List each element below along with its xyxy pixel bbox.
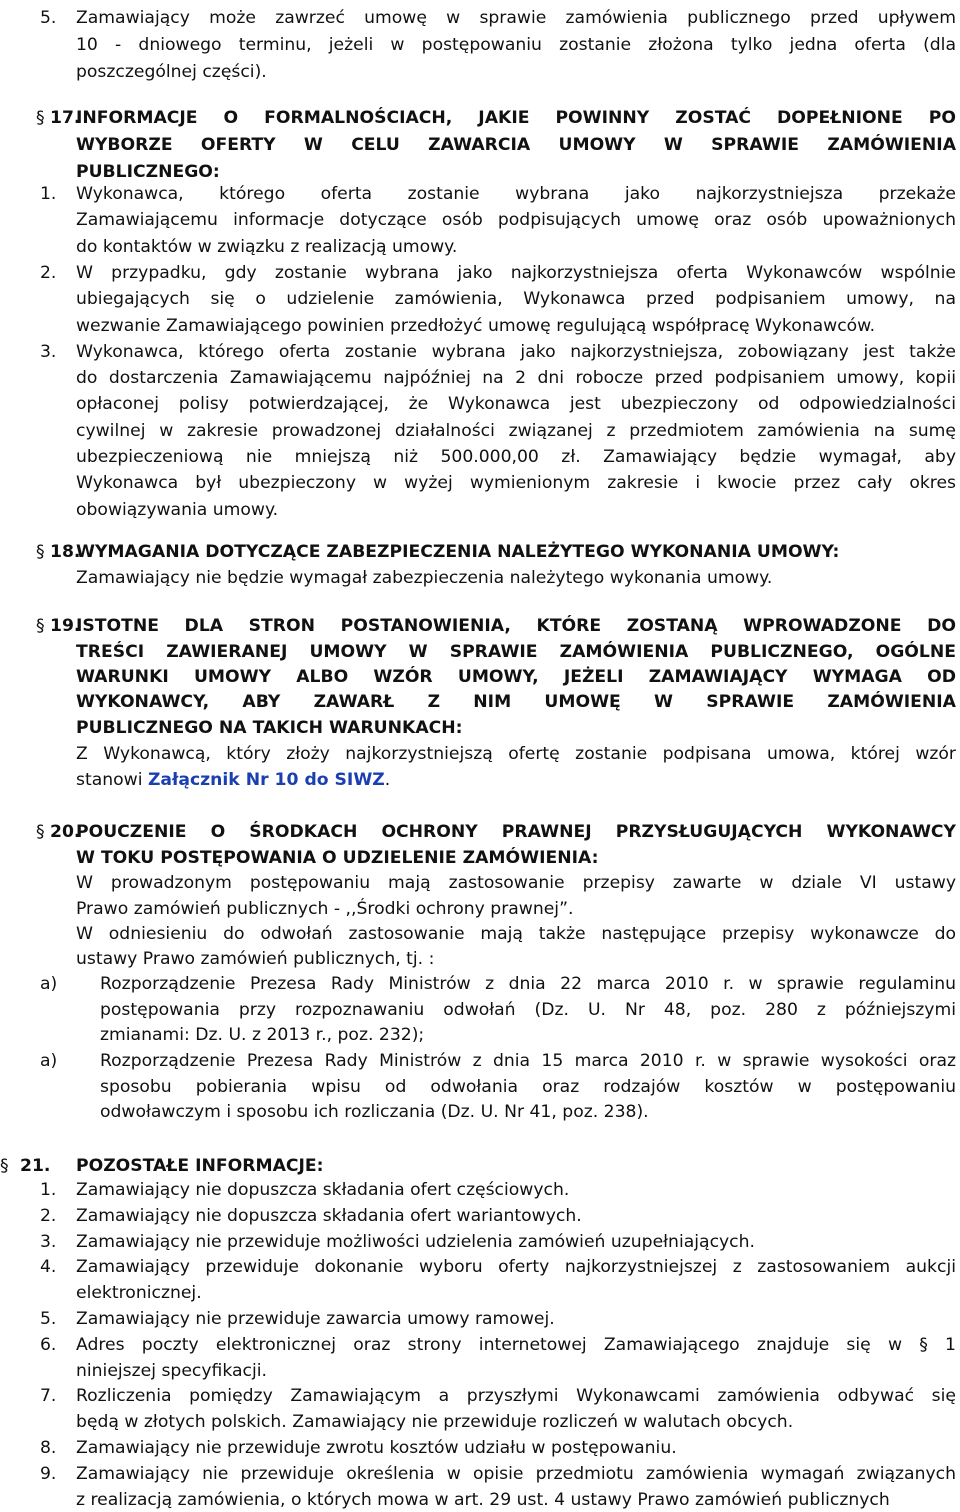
section-heading: PUBLICZNEGO NA TAKICH WARUNKACH: <box>76 718 463 738</box>
section-heading: PUBLICZNEGO: <box>76 162 220 182</box>
list-item-line: elektronicznej. <box>76 1283 202 1304</box>
section-heading: TREŚCI ZAWIERANEJ UMOWY W SPRAWIE ZAMÓWIENIA PUBLICZNEGO, OGÓLNE <box>76 642 956 662</box>
section-number: 17. <box>50 108 81 128</box>
list-item-line: będą w złotych polskich. Zamawiający nie przewiduje rozliczeń w walutach obcych. <box>76 1412 794 1433</box>
section-heading: WARUNKI UMOWY ALBO WZÓR UMOWY, JEŻELI ZAMAWIAJĄCY WYMAGA OD <box>76 667 956 687</box>
list-item-line: W przypadku, gdy zostanie wybrana jako najkorzystniejsza oferta Wykonawców wspólnie <box>76 262 956 283</box>
list-item-line: cywilnej w zakresie prowadzonej działalności związanej z przedmiotem zamówienia na sumę <box>76 420 956 441</box>
list-item-line: obowiązywania umowy. <box>76 499 279 520</box>
paragraph-line: W odniesieniu do odwołań zastosowanie mają także następujące przepisy wykonawcze do <box>76 924 956 944</box>
list-item-line: ubiegających się o udzielenie zamówienia, Wykonawca przed podpisaniem umowy, na <box>76 289 956 310</box>
list-item-line: wezwanie Zamawiającego powinien przedłożyć umowę regulującą współpracę Wykonawców. <box>76 315 876 336</box>
text: . <box>384 770 391 790</box>
list-item-line: do kontaktów w związku z realizacją umowy. <box>76 236 458 257</box>
item-number: 5. <box>40 8 57 28</box>
paragraph-line: 10 - dniowego terminu, jeżeli w postępowaniu zostanie złożona tylko jedna oferta (dla <box>76 35 956 55</box>
list-item-line: sposobu pobierania wpisu od odwołania oraz rodzajów kosztów w postępowaniu <box>100 1076 956 1097</box>
paragraph-line <box>76 768 390 792</box>
paragraph-line: Zamawiający może zawrzeć umowę w sprawie zamówienia publicznego przed upływem <box>76 8 956 28</box>
paragraph-line: poszczególnej części). <box>76 62 267 82</box>
section-number: 20. <box>50 822 81 842</box>
list-item-line: Zamawiający nie dopuszcza składania ofert wariantowych. <box>76 1205 582 1226</box>
list-item-number: 5. <box>40 1309 57 1329</box>
section-symbol: § <box>36 108 45 128</box>
section-heading: WYKONAWCY, ABY ZAWARŁ Z NIM UMOWĘ W SPRAWIE ZAMÓWIENIA <box>76 692 956 712</box>
list-item-line: Wykonawca, którego oferta zostanie wybrana jako najkorzystniejsza przekaże <box>76 184 956 204</box>
list-item-line: Rozporządzenie Prezesa Rady Ministrów z dnia 22 marca 2010 r. w sprawie regulaminu <box>100 974 956 994</box>
list-item-line: do dostarczenia Zamawiającemu najpóźniej na 2 dni robocze przed podpisaniem umowy, kopii <box>76 368 956 389</box>
list-item-line: ubezpieczeniową nie mniejszą niż 500.000,00 zł. Zamawiający będzie wymagał, aby <box>76 447 956 467</box>
section-symbol: § <box>36 542 45 562</box>
section-symbol: § <box>0 1156 9 1176</box>
list-item-line: Wykonawca, którego oferta zostanie wybrana jako najkorzystniejsza, zobowiązany jest także <box>76 341 956 362</box>
paragraph-line: Zamawiający nie będzie wymagał zabezpieczenia należytego wykonania umowy. <box>76 568 773 588</box>
list-item-number: 4. <box>40 1257 57 1278</box>
list-item-line: Zamawiający nie przewiduje określenia w opisie przedmiotu zamówienia wymagań związanych <box>76 1463 956 1484</box>
list-item-line: opłaconej polisy potwierdzającej, że Wykonawca jest ubezpieczony od odpowiedzialności <box>76 394 956 415</box>
list-item-line: Zamawiający przewiduje dokonanie wyboru oferty najkorzystniejszej z zastosowaniem aukcji <box>76 1257 956 1278</box>
section-heading: POUCZENIE O ŚRODKACH OCHRONY PRAWNEJ PRZYSŁUGUJĄCYCH WYKONAWCY <box>76 822 956 842</box>
list-item-number: 1. <box>40 184 57 204</box>
list-item-line: Zamawiający nie przewiduje zawarcia umowy ramowej. <box>76 1309 555 1329</box>
list-item-number: 1. <box>40 1180 57 1200</box>
list-item-line: niniejszej specyfikacji. <box>76 1360 268 1381</box>
paragraph-line: ustawy Prawo zamówień publicznych, tj. : <box>76 949 435 969</box>
paragraph-line: Z Wykonawcą, który złoży najkorzystniejszą ofertę zostanie podpisana umowa, której wzór <box>76 744 956 764</box>
list-item-number: 9. <box>40 1463 57 1484</box>
list-item-line: Zamawiający nie dopuszcza składania ofert częściowych. <box>76 1180 570 1200</box>
paragraph-line: W prowadzonym postępowaniu mają zastosowanie przepisy zawarte w dziale VI ustawy <box>76 873 956 893</box>
list-item-line: zmianami: Dz. U. z 2013 r., poz. 232); <box>100 1025 425 1045</box>
section-number: 21. <box>20 1156 51 1176</box>
list-item-number: a) <box>40 974 58 994</box>
section-symbol: § <box>36 616 45 636</box>
list-item-line: Adres poczty elektronicznej oraz strony internetowej Zamawiającego znajduje się w § 1 <box>76 1334 956 1355</box>
list-item-number: 2. <box>40 262 57 283</box>
paragraph-line: Prawo zamówień publicznych - ,,Środki ochrony prawnej”. <box>76 899 574 919</box>
list-item-number: 3. <box>40 341 57 362</box>
list-item-number: 3. <box>40 1231 57 1252</box>
section-heading: W TOKU POSTĘPOWANIA O UDZIELENIE ZAMÓWIENIA: <box>76 848 599 868</box>
section-heading: ISTOTNE DLA STRON POSTANOWIENIA, KTÓRE ZOSTANĄ WPROWADZONE DO <box>76 616 956 636</box>
list-item-line: Rozliczenia pomiędzy Zamawiającym a przyszłymi Wykonawcami zamówienia odbywać się <box>76 1386 956 1407</box>
list-item-number: 2. <box>40 1205 57 1226</box>
list-item-line: Zamawiający nie przewiduje zwrotu kosztów udziału w postępowaniu. <box>76 1438 677 1458</box>
list-item-number: 8. <box>40 1438 57 1458</box>
section-number: 18. <box>50 542 81 562</box>
section-heading: WYMAGANIA DOTYCZĄCE ZABEZPIECZENIA NALEŻYTEGO WYKONANIA UMOWY: <box>76 542 840 562</box>
section-symbol: § <box>36 822 45 842</box>
list-item-line: odwoławczym i sposobu ich rozliczania (Dz. U. Nr 41, poz. 238). <box>100 1102 649 1122</box>
section-heading: INFORMACJE O FORMALNOŚCIACH, JAKIE POWINNY ZOSTAĆ DOPEŁNIONE PO <box>76 108 956 128</box>
list-item-number: 7. <box>40 1386 57 1407</box>
section-heading: POZOSTAŁE INFORMACJE: <box>76 1156 324 1176</box>
section-number: 19. <box>50 616 81 636</box>
list-item-number: 6. <box>40 1334 57 1355</box>
text: stanowi <box>76 770 148 790</box>
list-item-number: a) <box>40 1051 58 1071</box>
section-heading: WYBORZE OFERTY W CELU ZAWARCIA UMOWY W SPRAWIE ZAMÓWIENIA <box>76 135 956 155</box>
list-item-line: z realizacją zamówienia, o których mowa w art. 29 ust. 4 ustawy Prawo zamówień publicznych <box>76 1489 890 1510</box>
list-item-line: postępowania przy rozpoznawaniu odwołań (Dz. U. Nr 48, poz. 280 z późniejszymi <box>100 999 956 1020</box>
list-item-line: Rozporządzenie Prezesa Rady Ministrów z dnia 15 marca 2010 r. w sprawie wysokości oraz <box>100 1051 956 1071</box>
list-item-line: Wykonawca był ubezpieczony w wyżej wymienionym zakresie i kwocie przez cały okres <box>76 473 956 494</box>
list-item-line: Zamawiający nie przewiduje możliwości udzielenia zamówień uzupełniających. <box>76 1231 755 1252</box>
attachment-reference: Załącznik Nr 10 do SIWZ <box>147 770 385 790</box>
list-item-line: Zamawiającemu informacje dotyczące osób podpisujących umowę oraz osób upoważnionych <box>76 210 956 231</box>
